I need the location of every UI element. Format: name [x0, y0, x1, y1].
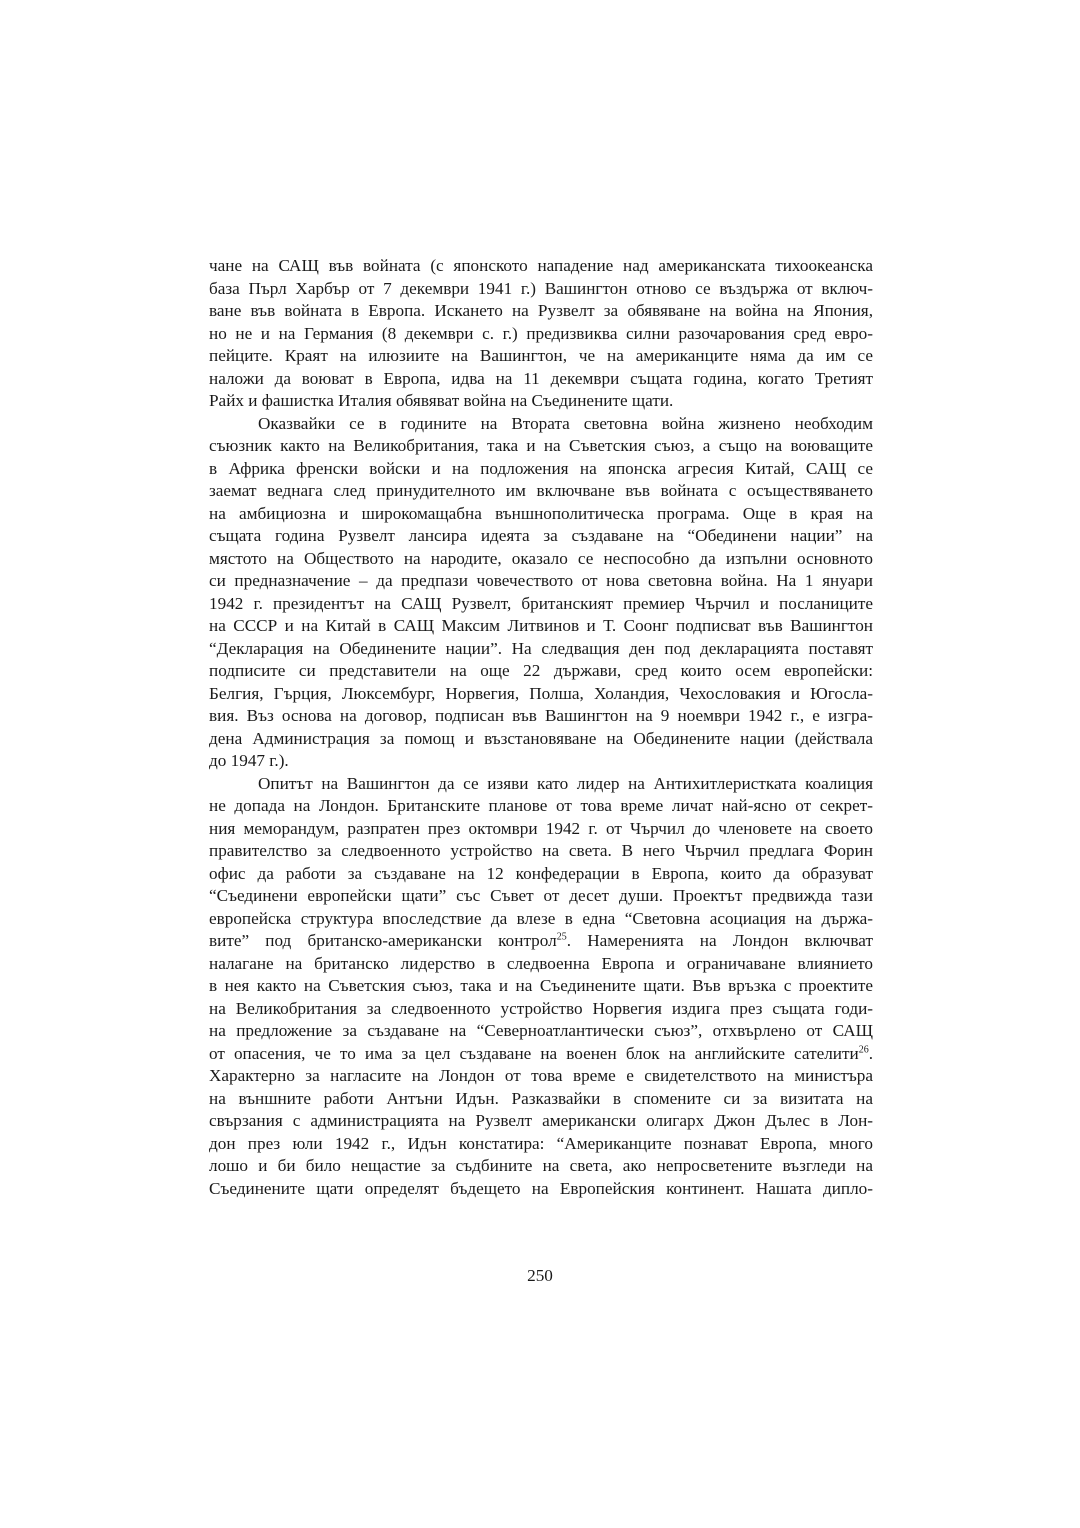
text-line: “Съединени европейски щати” със Съвет от десет души. Проектът предвижда тази — [209, 886, 873, 905]
body-text — [209, 255, 873, 1200]
text-line: база Пърл Харбър от 7 декември 1941 г.) Вашингтон отново се въздържа от включ- — [209, 278, 873, 298]
text-line: на предложение за създаване на “Северноатлантически съюз”, отхвърлено от САЩ — [209, 1021, 873, 1040]
footnote-ref: 25 — [556, 931, 567, 943]
text-line: пейците. Краят на илюзиите на Вашингтон, че на американците няма да им се — [209, 346, 873, 365]
text-line: офис да работи за създаване на 12 конфедерации в Европа, които да образуват — [209, 863, 873, 883]
text-line: в нея както на Съветския съюз, така и на Съединените щати. Във връзка с проектите — [209, 976, 873, 995]
text-line: подписите си представители на още 22 държави, сред които осем европейски: — [209, 661, 873, 680]
text-line: лошо и би било нещастие за съдбините на света, ако непросветените възгледи на — [209, 1156, 873, 1175]
text-fragment: . Намеренията на Лондон включват — [566, 931, 873, 950]
text-line: си предназначение – да предпази човечеството от нова световна война. На 1 януари — [209, 571, 873, 590]
footnote-ref: 26 — [858, 1043, 869, 1055]
text-line: чане на САЩ във войната (с японското нападение над американската тихоокеанска — [209, 256, 873, 275]
text-line: мястото на Обществото на народите, оказало се неспособно да изпълни основното — [209, 548, 873, 568]
text-line — [209, 1043, 873, 1066]
text-line: наложи да воюват в Европа, идва на 11 декември същата година, когато Третият — [209, 368, 873, 388]
text-line: на СССР и на Китай в САЩ Максим Литвинов и Т. Соонг подписват във Вашингтон — [209, 616, 873, 635]
text-line: вия. Въз основа на договор, подписан във Вашингтон на 9 ноември 1942 г., е изгра- — [209, 706, 873, 725]
text-line: но не и на Германия (8 декември с. г.) предизвиква силни разочарования сред евро- — [209, 323, 873, 343]
text-line: в Африка френски войски и на подложения на японска агресия Китай, САЩ се — [209, 458, 873, 478]
text-line: правителство за следвоенното устройство на света. В него Чърчил предлага Форин — [209, 841, 873, 860]
text-fragment: от опасения, че то има за цел създаване на военен блок на английските сателити — [209, 1043, 859, 1063]
text-line: Характерно за нагласите на Лондон от това време е свидетелството на министъра — [209, 1066, 873, 1085]
text-fragment: вите” под британско-американски контрол — [209, 931, 557, 950]
text-line: ване във войната в Европа. Искането на Рузвелт за обявяване на война на Япония, — [209, 301, 873, 320]
page-number: 250 — [527, 1266, 553, 1285]
text-line: не допада на Лондон. Британските планове от това време личат най-ясно от секрет- — [209, 796, 873, 815]
text-line: заемат веднага след принудителното им включване във войната с осъществяването — [209, 481, 873, 500]
text-line: Райх и фашистка Италия обявяват война на Съединените щати. — [209, 391, 674, 410]
text-line: Оказвайки се в годините на Втората световна война жизнено необходим — [258, 413, 873, 433]
text-line: Съединените щати определят бъдещето на Европейския континент. Нашата дипло- — [209, 1178, 873, 1198]
text-line: “Декларация на Обединените нации”. На следващия ден под декларацията поставят — [209, 638, 873, 658]
text-line: на външните работи Антъни Идън. Разказвайки в спомените си за визитата на — [209, 1088, 873, 1108]
text-fragment: . — [868, 1043, 873, 1063]
text-line: Белгия, Гърция, Люксембург, Норвегия, Полша, Холандия, Чехословакия и Югосла- — [209, 683, 873, 703]
text-line — [209, 930, 873, 953]
text-line: Опитът на Вашингтон да се изяви като лидер на Антихитлеристката коалиция — [258, 773, 873, 793]
text-line: 1942 г. президентът на САЩ Рузвелт, британският премиер Чърчил и посланиците — [209, 593, 873, 613]
text-line: дон през юли 1942 г., Идън констатира: “Американците познават Европа, много — [209, 1133, 873, 1153]
text-line: свързания с администрацията на Рузвелт американски олигарх Джон Дълес в Лон- — [209, 1111, 873, 1130]
text-line: на Великобритания за следвоенното устройство Норвегия издига през същата годи- — [209, 998, 873, 1018]
text-line: дена Администрация за помощ и възстановяване на Обединените нации (действала — [209, 728, 873, 748]
text-line: съюзник както на Великобритания, така и на Съветския съюз, а също на воюващите — [209, 436, 873, 455]
text-line: до 1947 г.). — [209, 751, 289, 770]
text-line: на амбициозна и широкомащабна външнополитическа програма. Още в края на — [209, 503, 873, 523]
text-line: европейска структура впоследствие да влезе в една “Световна асоциация на държа- — [209, 908, 873, 928]
text-line: налагане на британско лидерство в следвоенна Европа и ограничаване влиянието — [209, 953, 873, 973]
text-line: ния меморандум, разпратен през октомври 1942 г. от Чърчил до членовете на своето — [209, 818, 873, 838]
text-line: същата година Рузвелт лансира идеята за създаване на “Обединени нации” на — [209, 526, 873, 545]
